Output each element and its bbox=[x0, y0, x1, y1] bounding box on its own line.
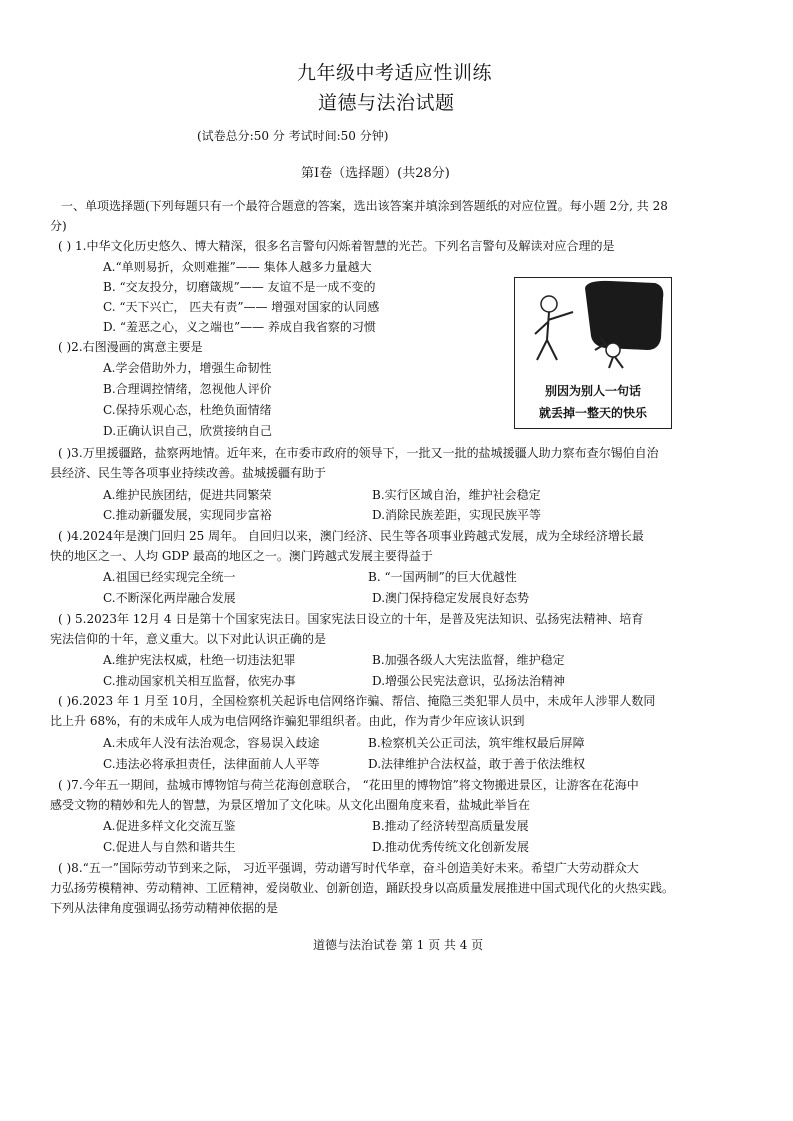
section-title: 第Ⅰ卷（选择题）(共28分) bbox=[301, 166, 450, 181]
q8-stem-line-1: ( )8.“五一”国际劳动节到来之际， 习近平强调，劳动谱写时代华章，奋斗创造美好未来。希望广大劳动群众大 bbox=[58, 861, 639, 875]
q8-stem-line-3: 下列从法律角度强调弘扬劳动精神依据的是 bbox=[50, 901, 279, 915]
q3-stem-line-2: 县经济、民生等各项事业持续改善。盐城援疆有助于 bbox=[50, 466, 327, 480]
q6-option-a: A.未成年人没有法治观念，容易误入歧途 bbox=[103, 736, 320, 750]
q3-stem-line-1: ( )3.万里援疆路，盐察两地情。近年来，在市委市政府的领导下，一批又一批的盐城援疆人助力察布查尔锡伯自治 bbox=[58, 446, 659, 460]
q3-option-c: C.推动新疆发展，实现同步富裕 bbox=[103, 508, 272, 522]
q1-option-d: D. “羞恶之心，义之端也”—— 养成自我省察的习惯 bbox=[103, 320, 376, 334]
page-footer: 道德与法治试卷 第 1 页 共 4 页 bbox=[313, 938, 484, 952]
left-figure-head bbox=[541, 296, 557, 312]
comic-illustration bbox=[514, 277, 672, 429]
q5-stem-line-1: ( ) 5.2023年 12月 4 日是第十个国家宪法日。国家宪法日设立的十年，是普及宪法知识、弘扬宪法精神、培育 bbox=[58, 612, 644, 626]
burden-shape bbox=[585, 281, 663, 350]
q5-option-d: D.增强公民宪法意识，弘扬法治精神 bbox=[372, 674, 566, 688]
comic-caption-1: 别因为别人一句话 bbox=[544, 384, 641, 398]
q4-stem-line-1: ( )4.2024年是澳门回归 25 周年。 自回归以来，澳门经济、民生等各项事业跨越式发展，成为全球经济增长最 bbox=[58, 529, 644, 543]
q5-option-c: C.推动国家机关相互监督，依宪办事 bbox=[103, 674, 296, 688]
q2-option-c: C.保持乐观心态，杜绝负面情绪 bbox=[103, 403, 272, 417]
q6-stem-line-1: ( )6.2023 年 1 月至 10月，全国检察机关起诉电信网络诈骗、帮信、掩隐三类犯罪人员中，未成年人涉罪人数同 bbox=[58, 694, 656, 708]
q7-option-b: B.推动了经济转型高质量发展 bbox=[372, 819, 529, 833]
q5-stem-line-2: 宪法信仰的十年，意义重大。以下对此认识正确的是 bbox=[50, 632, 327, 646]
q2-option-d: D.正确认识自己，欣赏接纳自己 bbox=[103, 424, 273, 438]
q4-option-c: C.不断深化两岸融合发展 bbox=[103, 591, 236, 605]
q6-option-c: C.违法必将承担责任，法律面前人人平等 bbox=[103, 757, 320, 771]
q1-stem: ( ) 1.中华文化历史悠久、博大精深，很多名言警句闪烁着智慧的光芒。下列名言警句及解读对应合理的是 bbox=[58, 239, 615, 253]
q6-option-d: D.法律维护合法权益，敢于善于依法维权 bbox=[368, 757, 586, 771]
q7-stem-line-1: ( )7.今年五一期间，盐城市博物馆与荷兰花海创意联合， “花田里的博物馆”将文物搬进景区，让游客在花海中 bbox=[58, 778, 639, 792]
right-figure-head bbox=[606, 343, 620, 357]
q7-option-d: D.推动优秀传统文化创新发展 bbox=[372, 840, 530, 854]
q3-option-a: A.维护民族团结，促进共同繁荣 bbox=[103, 488, 272, 502]
q7-option-c: C.促进人与自然和谐共生 bbox=[103, 840, 236, 854]
q6-stem-line-2: 比上升 68%，有的未成年人成为电信网络诈骗犯罪组织者。由此，作为青少年应该认识到 bbox=[50, 714, 525, 728]
q1-option-b: B. “交友投分，切磨箴规”—— 友谊不是一成不变的 bbox=[103, 280, 376, 294]
q2-option-b: B.合理调控情绪，忽视他人评价 bbox=[103, 382, 272, 396]
q5-option-a: A.维护宪法权威，杜绝一切违法犯罪 bbox=[103, 653, 296, 667]
exam-title-subject: 道德与法治试题 bbox=[318, 92, 455, 114]
instructions-line-1: 一、单项选择题(下列每题只有一个最符合题意的答案，选出该答案并填涂到答题纸的对应位置。每小题 2分, 共 28 bbox=[61, 199, 668, 213]
q4-option-a: A.祖国已经实现完全统一 bbox=[103, 570, 236, 584]
q3-option-b: B.实行区域自治，维护社会稳定 bbox=[372, 488, 541, 502]
q4-option-b: B. “一国两制”的巨大优越性 bbox=[368, 570, 517, 584]
q7-option-a: A.促进多样文化交流互鉴 bbox=[103, 819, 236, 833]
q1-option-a: A.“单则易折，众则难摧”—— 集体人越多力量越大 bbox=[103, 260, 372, 274]
q6-option-b: B.检察机关公正司法，筑牢维权最后屏障 bbox=[368, 736, 585, 750]
q4-stem-line-2: 快的地区之一、人均 GDP 最高的地区之一。澳门跨越式发展主要得益于 bbox=[50, 549, 433, 563]
exam-title-grade: 九年级中考适应性训练 bbox=[297, 62, 493, 84]
q2-stem: ( )2.右图漫画的寓意主要是 bbox=[58, 340, 203, 354]
comic-caption-2: 就丢掉一整天的快乐 bbox=[538, 406, 647, 420]
q2-option-a: A.学会借助外力，增强生命韧性 bbox=[103, 361, 272, 375]
q3-option-d: D.消除民族差距，实现民族平等 bbox=[372, 508, 542, 522]
instructions-line-2: 分) bbox=[50, 219, 67, 233]
q8-stem-line-2: 力弘扬劳模精神、劳动精神、工匠精神，爱岗敬业、创新创造，踊跃投身以高质量发展推进中国式现代化的火热实践。 bbox=[50, 881, 675, 895]
comic-drawing bbox=[515, 278, 671, 374]
q5-option-b: B.加强各级人大宪法监督，维护稳定 bbox=[372, 653, 565, 667]
q7-stem-line-2: 感受文物的精妙和先人的智慧，为景区增加了文化味。从文化出圈角度来看，盐城此举旨在 bbox=[50, 798, 531, 812]
left-figure-body bbox=[535, 312, 573, 360]
q4-option-d: D.澳门保持稳定发展良好态势 bbox=[372, 591, 530, 605]
q1-option-c: C. “天下兴亡， 匹夫有责”—— 增强对国家的认同感 bbox=[103, 300, 380, 314]
exam-info: (试卷总分:50 分 考试时间:50 分钟) bbox=[197, 129, 389, 143]
